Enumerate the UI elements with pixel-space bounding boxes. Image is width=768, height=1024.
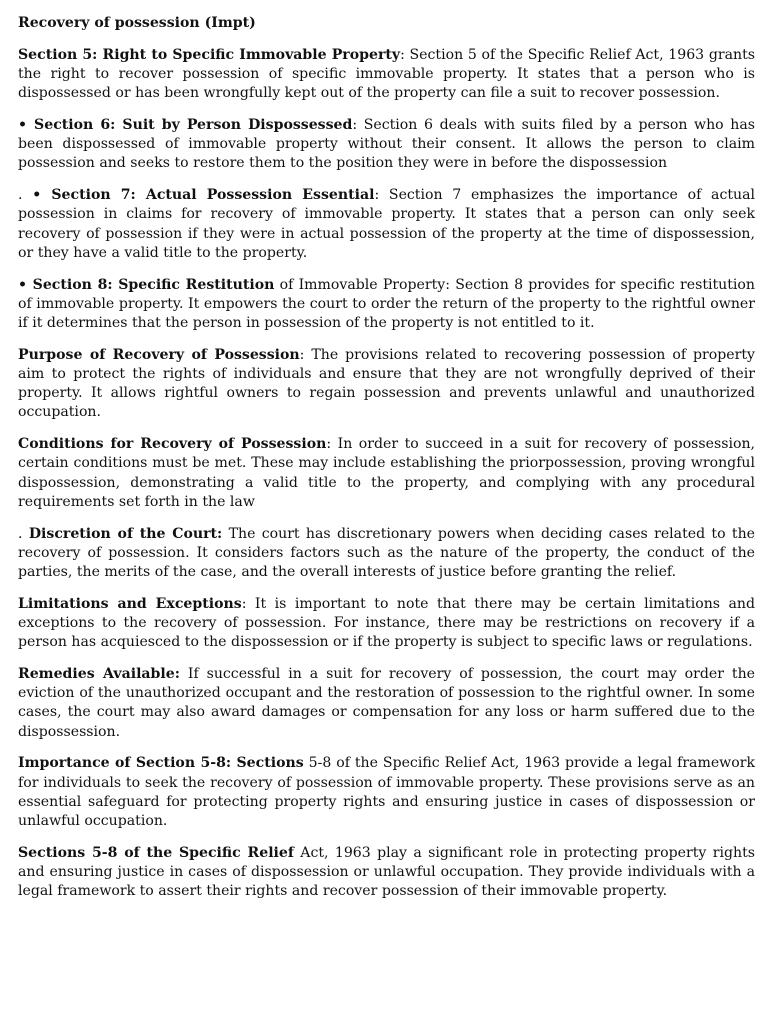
paragraph-heading: Conditions for Recovery of Possession (18, 436, 327, 453)
paragraph-text: Act, 1963 play a significant role in protecting property rights and ensuring justice in cases of dispossession or unlawful occupation. They provide individuals with a legal framework to assert their rights and recover possession of their immovable property. (18, 844, 755, 900)
paragraph-prefix: . (18, 525, 29, 542)
paragraph-conditions (18, 435, 755, 512)
paragraph-text: 5-8 of the Specific Relief Act, 1963 provide a legal framework for individuals to seek the recovery of possession of immovable property. These provisions serve as an essential safeguard for protecting property rights and ensuring justice in cases of dispossession or unlawful occupation. (18, 755, 755, 830)
paragraph-text: : Section 7 emphasizes the importance of actual possession in claims for recovery of immovable property. It states that a person can only seek recovery of possession if they were in actual possession of the property at the time of dispossession, or they have a valid title to the property. (18, 187, 755, 261)
paragraph-heading: Importance of Section 5-8: Sections (18, 755, 304, 772)
paragraph-text: : It is important to note that there may be certain limitations and exceptions to the recovery of possession. For instance, there may be restrictions on recovery if a person has acquiesced to the dispossession or if the property is subject to specific laws or regulations. (18, 595, 755, 651)
paragraph-prefix: . (18, 187, 33, 204)
paragraph-section-8 (18, 276, 755, 334)
paragraph-heading: • Section 8: Specific Restitution (18, 276, 275, 293)
paragraph-text: If successful in a suit for recovery of possession, the court may order the eviction of the unauthorized occupant and the restoration of possession to the rightful owner. In some cases, the court may also award damages or compensation for any loss or harm suffered due to the dispossession. (18, 666, 755, 740)
paragraph-text: : The provisions related to recovering possession of property aim to protect the rights of individuals and ensure that they are not wrongfully deprived of their property. It allows rightful owners to regain possession and prevents unlawful and unauthorized occupation. (18, 346, 755, 421)
paragraph-text: : In order to succeed in a suit for recovery of possession, certain conditions must be met. These may include establishing the priorpossession, proving wrongful dispossession, demonstrating a valid title to the property, and complying with any procedural requirements set forth in the law (18, 436, 755, 510)
paragraph-importance (18, 754, 755, 831)
paragraph-text: The court has discretionary powers when deciding cases related to the recovery of possession. It considers factors such as the nature of the property, the conduct of the parties, the merits of the case, and the overall interests of justice before granting the relief. (18, 525, 755, 581)
paragraph-heading: Limitations and Exceptions (18, 595, 242, 612)
paragraph-heading: Purpose of Recovery of Possession (18, 346, 300, 363)
paragraph-section-6 (18, 116, 755, 174)
paragraph-text: : Section 5 of the Specific Relief Act, 1963 grants the right to recover possession of specific immovable property. It states that a person who is dispossessed or has been wrongfully kept out of the property can file a suit to recover possession. (18, 46, 755, 102)
document-title: Recovery of possession (Impt) (18, 15, 256, 31)
paragraph-section-7 (18, 186, 755, 263)
paragraph-conclusion (18, 844, 755, 902)
paragraph-text: : Section 6 deals with suits filed by a person who has been dispossessed of immovable property without their consent. It allows the person to claim possession and seeks to restore them to the position they were in before the dispossession (18, 117, 755, 172)
paragraph-heading: Remedies Available: (18, 666, 180, 683)
paragraph-text: of Immovable Property: Section 8 provides for specific restitution of immovable property. It empowers the court to order the return of the property to the rightful owner if it determines that the person in possession of the property is not entitled to it. (18, 276, 755, 332)
paragraph-limitations (18, 595, 755, 653)
paragraph-purpose (18, 346, 755, 423)
paragraph-heading: Section 5: Right to Specific Immovable Property (18, 46, 401, 63)
paragraph-heading: Sections 5-8 of the Specific Relief (18, 844, 294, 861)
paragraph-section-5 (18, 46, 755, 104)
paragraph-discretion (18, 525, 755, 583)
paragraph-heading: Discretion of the Court: (28, 525, 223, 542)
paragraph-heading: • Section 6: Suit by Person Dispossessed (18, 117, 353, 133)
document-page (18, 14, 755, 914)
paragraph-heading: • Section 7: Actual Possession Essential (32, 187, 375, 204)
paragraph-remedies (18, 665, 755, 742)
